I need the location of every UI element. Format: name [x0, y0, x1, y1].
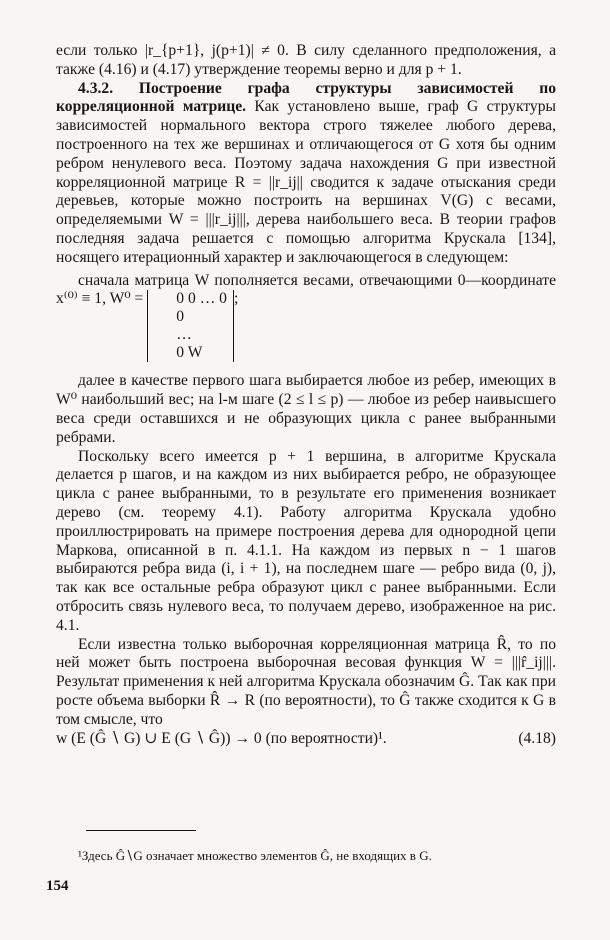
equation-number: (4.18) [518, 729, 556, 747]
body-text [56, 42, 556, 748]
matrix-row: 0 [176, 308, 185, 326]
footnote-divider [86, 830, 196, 831]
matrix-suffix: ; [233, 290, 239, 308]
equation-4-18 [56, 730, 556, 749]
section-paragraph [56, 80, 556, 268]
footnote: ¹Здесь Ĝ∖G означает множество элементов Ĝ, не входящих в G. [78, 848, 432, 863]
kruskal-paragraph: Поскольку всего имеется p + 1 вершина, в алгоритме Крускала делается p шагов, и на каждом из них выбирается ребро, не образующее цикла с ранее выбранными, то в результате его применения возникает дерево (см. теорему 4.1). Работу алгоритма Крускала удобно проиллюстрировать на примере построения дерева для однородной цепи Маркова, описанной в п. 4.1.1. На каждом из первых n − 1 шагов выбираются ребра вида (i, i + 1), на последнем шаге — ребро вида (0, j), так как все остальные ребра образуют цикл с ранее выбранными. Если отбросить связь нулевого веса, то получаем дерево, изображенное на рис. 4.1. [56, 447, 556, 634]
matrix-w0 [147, 290, 234, 362]
page-number: 154 [46, 878, 69, 894]
matrix-row: … [176, 326, 192, 344]
matrix-label: W⁰ = [109, 290, 144, 308]
section-heading: 4.3.2. Построение графа структуры зависимостей по корреляционной матрице. [56, 79, 556, 116]
matrix-intro: сначала матрица W пополняется весами, отвечающими 0—координате x⁽⁰⁾ ≡ 1, [56, 271, 556, 308]
section-body: Как установлено выше, граф G структуры зависимостей нормального вектора строго тяжелее любого дерева, построенного на тех же вершинах и отличающегося от G хотя бы одним ребром ненулевого веса. Поэтому задача нахождения G при известной корреляционной матрице R = ||r_ij|| сводится к задаче отыскания среди деревьев, которые можно построить на вершинах V(G) с весами, определяемыми W = |||r_ij|||, дерева наибольшего веса. В теории графов последняя задача решается с помощью алгоритма Крускала [134], носящего итерационный характер и заключающегося в следующем: [56, 98, 557, 266]
paragraph-continuation: если только |r_{p+1}, j(p+1)| ≠ 0. В силу сделанного предположения, а также (4.16) и (4.17) утверждение теоремы верно и для p + 1. [56, 42, 556, 78]
matrix-row: 0 0 … 0 [176, 290, 227, 308]
matrix-row: 0 W [176, 344, 203, 362]
algorithm-step-paragraph: далее в качестве первого шага выбирается любое из ребер, имеющих в W⁰ наибольший вес; на l-м шаге (2 ≤ l ≤ p) — любое из ребер наивысшего веса среди оставшихся и не образующих цикла с ранее выбранными ребрами. [56, 372, 556, 446]
sample-matrix-paragraph: Если известна только выборочная корреляционная матрица R̂, то по ней может быть построена выборочная весовая функция W = |||r̂_ij|||. Результат применения к ней алгоритма Крускала обозначим Ĝ. Так как при росте объема выборки R̂ → R (по вероятности), то Ĝ также сходится к G в том смысле, что [56, 635, 556, 728]
matrix-paragraph [56, 272, 556, 363]
equation-expression: w (E (Ĝ ∖ G) ∪ E (G ∖ Ĝ)) → 0 (по вероятности)¹. [56, 729, 387, 747]
